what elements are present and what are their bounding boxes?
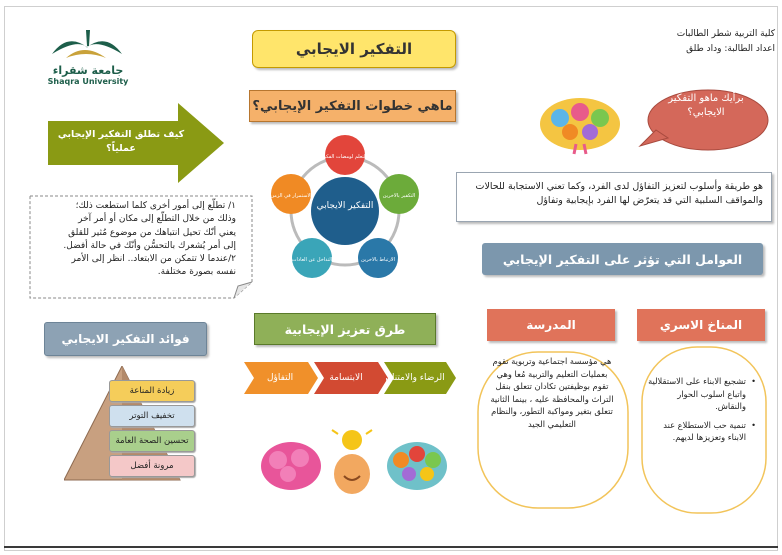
colorful-brain-icon (383, 438, 451, 494)
family-climate-title: المناخ الاسري (637, 309, 765, 341)
positive-thinking-cycle-diagram (262, 128, 428, 294)
benefit-item: تخفيف التوتر (109, 405, 195, 427)
benefits-title: فوائد التفكير الايجابي (44, 322, 207, 356)
cycle-center-label: التفكير الايجابي (316, 201, 374, 211)
steps-title: ماهي خطوات التفكير الإيجابي؟ (249, 90, 456, 122)
cycle-node-label: الاستمرار في الزمن (270, 193, 312, 199)
note-text (36, 200, 236, 280)
school-description: هي مؤسسة اجتماعية وتربوية تقوم بعمليات التعليم والتربية مُعا وهي تقوم بوظيفتين تكادان تتعلق بنقل التراث والمحافظة عليه ، بينما الثانية تتعلق بتغير ومواكبة التطور، والنظام التعليمي الجيد (490, 356, 614, 429)
note-line: ١/ تطلّع إلى أمور أخرى كلما استطعت ذلك؛ (75, 201, 236, 211)
cycle-node-label: التعلم لومضات الفكر (323, 154, 367, 160)
bottom-rule (4, 546, 778, 548)
ways-title: طرق تعزيز الإيجابية (254, 313, 436, 345)
benefit-item: زيادة المناعة (109, 380, 195, 402)
page-title: التفكير الايجابي (252, 30, 456, 68)
logo-arabic-name: جامعة شقراء (52, 64, 124, 77)
family-climate-list (648, 375, 756, 450)
faculty-line: كلية التربية شطر الطالبات (676, 29, 775, 39)
school-title: المدرسة (487, 309, 615, 341)
note-line: ٢/عندما لا تتمكن من الابتعاد.. انظر إلى الأمر (71, 254, 236, 265)
logo-english-name: Shaqra University (47, 77, 129, 86)
question-bubble-label: برأيك ماهو التفكير الايجابي؟ (668, 93, 744, 118)
note-line: نفسه بصورة مختلفة. (157, 267, 236, 278)
cycle-node-label: التكفير بالاخرين (382, 193, 416, 199)
cycle-node-label: الارتباط بالاخرين (360, 257, 396, 263)
faculty-info (605, 27, 775, 57)
note-line: وذلك من خلال التطلّع إلى مكان أو أمر آخر (78, 214, 236, 225)
university-logo-icon (48, 24, 126, 64)
way-gratitude: الرضاء والامتنان (385, 372, 445, 383)
author-line: اعداد الطالبة: وداد طلق (686, 44, 775, 54)
benefit-item: تحسين الصحة العامة (109, 430, 195, 452)
note-line: يعني أنّك تحيل انتباهك من موضوع مُثير للقلق (68, 227, 236, 238)
list-item: • تشجيع الابناء على الاستقلالية واتباع اسلوب الحوار والنقاش. (648, 375, 756, 413)
factors-title: العوامل التي تؤثر على التفكير الإيجابي (482, 243, 763, 275)
brain-emoji-icon (530, 90, 630, 156)
way-optimism: التفاؤل (266, 372, 294, 383)
note-line: إلى أمر يُشعرك بالتحسُّن وأنّك في حالة أفضل. (63, 240, 236, 251)
definition-text: هو طريقة وأسلوب لتعزيز التفاؤل لدى الفرد، وكما تعني الاستجابة للحالات والمواقف السلبية التي قد يتعرّض لها الفرد بإيجابية وتفاؤل (456, 172, 772, 222)
how-arrow-label: كيف تطلق التفكير الإيجابي عملياً؟ (57, 129, 185, 154)
lightbulb-head-icon (328, 426, 376, 496)
way-smile: الابتسامة (329, 372, 363, 383)
pink-brain-icon (258, 438, 324, 494)
benefit-item: مرونة أفضل (109, 455, 195, 477)
list-item: • تنمية حب الاستطلاع عند الابناء وتعزيزها لديهم. (648, 419, 756, 444)
cycle-node-label: التداخل عن العادات (291, 257, 333, 263)
